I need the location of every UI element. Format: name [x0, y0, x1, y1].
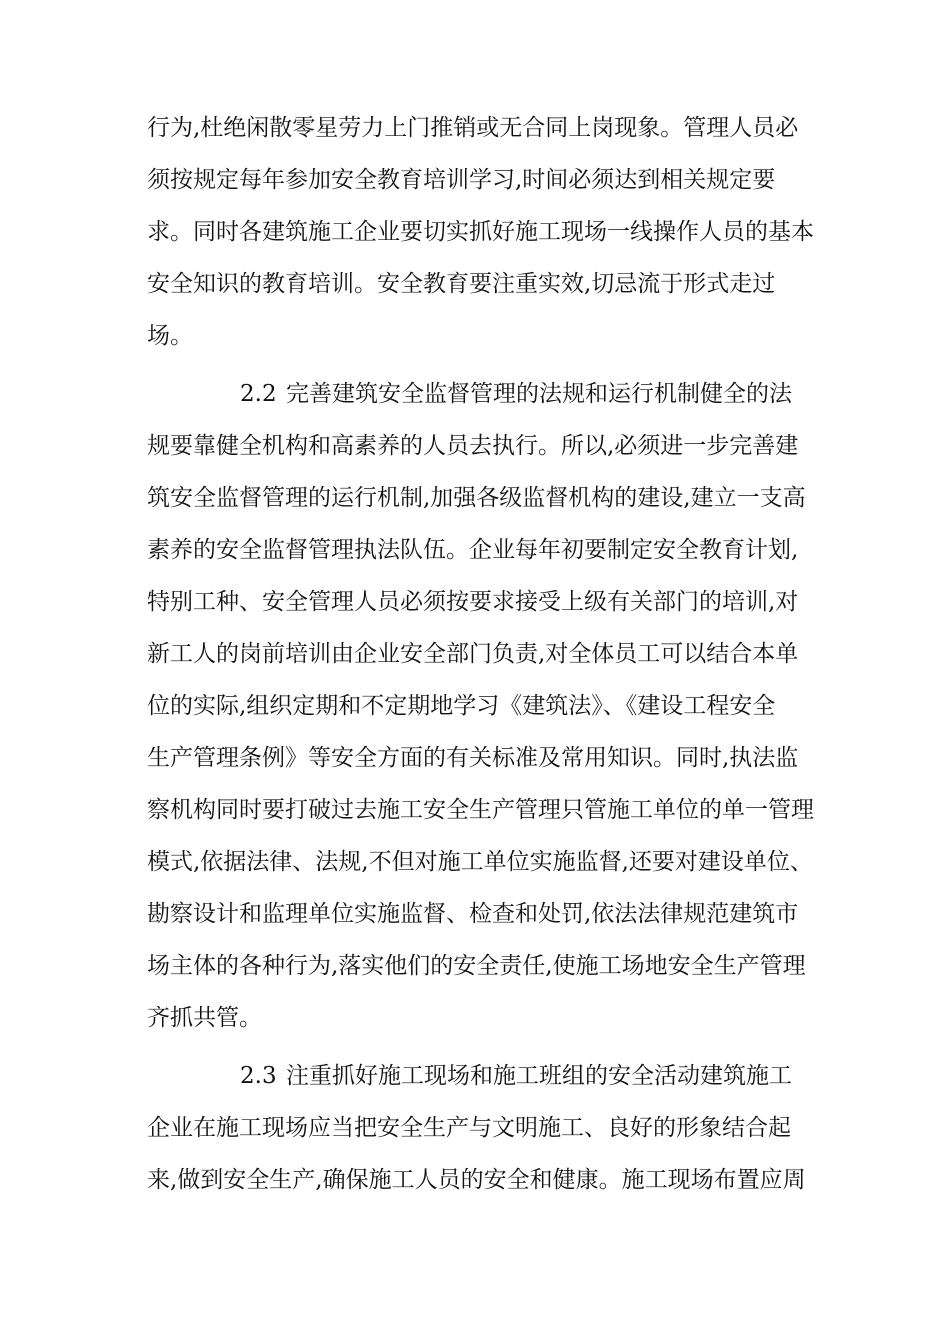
section-number: 2.2	[240, 381, 277, 407]
section-heading-text: 完善建筑安全监督管理的法规和运行机制健全的法	[286, 381, 792, 407]
paragraph-line: 察机构同时要打破过去施工安全生产管理只管施工单位的单一管理	[147, 797, 814, 823]
paragraph-line: 规要靠健全机构和高素养的人员去执行。所以,必须进一步完善建	[147, 433, 799, 459]
section-2-2-heading-line	[240, 379, 792, 409]
paragraph-line: 筑安全监督管理的运行机制,加强各级监督机构的建设,建立一支高	[147, 485, 806, 511]
paragraph-line: 场主体的各种行为,落实他们的安全责任,使施工场地安全生产管理	[147, 953, 806, 979]
section-number: 2.3	[240, 1063, 277, 1089]
paragraph-line: 特别工种、安全管理人员必须按要求接受上级有关部门的培训,对	[147, 589, 799, 615]
paragraph-line: 企业在施工现场应当把安全生产与文明施工、良好的形象结合起	[147, 1115, 791, 1141]
paragraph-line: 求。同时各建筑施工企业要切实抓好施工现场一线操作人员的基本	[147, 219, 814, 245]
paragraph-line: 素养的安全监督管理执法队伍。企业每年初要制定安全教育计划,	[147, 537, 799, 563]
paragraph-line: 场。	[147, 323, 193, 349]
paragraph-line: 行为,杜绝闲散零星劳力上门推销或无合同上岗现象。管理人员必	[147, 115, 799, 141]
paragraph-line: 生产管理条例》等安全方面的有关标准及常用知识。同时,执法监	[147, 745, 799, 771]
section-2-3-heading-line	[240, 1061, 792, 1091]
paragraph-line: 新工人的岗前培训由企业安全部门负责,对全体员工可以结合本单	[147, 641, 799, 667]
paragraph-line: 安全知识的教育培训。安全教育要注重实效,切忌流于形式走过	[147, 271, 776, 297]
section-heading-text: 注重抓好施工现场和施工班组的安全活动建筑施工	[286, 1063, 792, 1089]
paragraph-line: 位的实际,组织定期和不定期地学习《建筑法》、《建设工程安全	[147, 693, 776, 719]
paragraph-line: 须按规定每年参加安全教育培训学习,时间必须达到相关规定要	[147, 167, 776, 193]
paragraph-line: 勘察设计和监理单位实施监督、检查和处罚,依法法律规范建筑市	[147, 901, 799, 927]
paragraph-line: 齐抓共管。	[147, 1005, 262, 1031]
paragraph-line: 模式,依据法律、法规,不但对施工单位实施监督,还要对建设单位、	[147, 849, 813, 875]
paragraph-line: 来,做到安全生产,确保施工人员的安全和健康。施工现场布置应周	[147, 1167, 806, 1193]
